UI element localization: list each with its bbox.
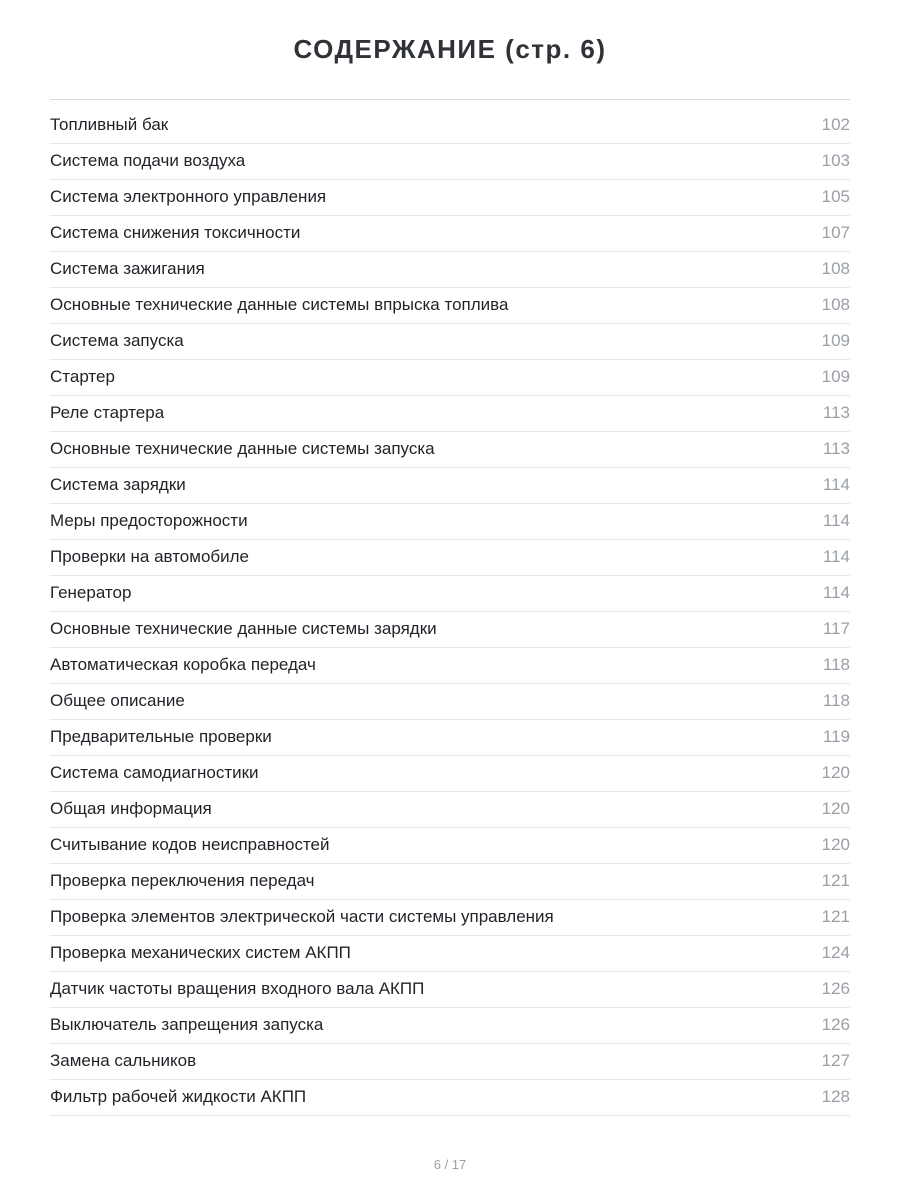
toc-entry[interactable] [50, 504, 850, 540]
toc-entry[interactable] [50, 1080, 850, 1116]
toc-entry-label: Система запуска [50, 331, 184, 350]
toc-entry-page: 103 [821, 151, 850, 170]
toc-entry[interactable] [50, 468, 850, 504]
toc-entry-label: Предварительные проверки [50, 727, 272, 746]
toc-entry-label: Генератор [50, 583, 132, 602]
toc-entry-label: Система электронного управления [50, 187, 327, 206]
toc-entry[interactable] [50, 828, 850, 864]
toc-entry[interactable] [50, 792, 850, 828]
toc-entry-label: Проверка механических систем АКПП [50, 943, 351, 962]
toc-entry-page: 121 [821, 907, 850, 926]
toc-entry-label: Система зажигания [50, 259, 205, 278]
toc-entry-page: 124 [821, 943, 850, 962]
toc-entry-label: Основные технические данные системы впрыска топлива [50, 295, 509, 314]
toc-entry-page: 105 [821, 187, 850, 206]
toc-entry-label: Топливный бак [50, 115, 169, 134]
toc-entry[interactable] [50, 756, 850, 792]
toc-entry-label: Автоматическая коробка передач [50, 655, 316, 674]
toc-entry-page: 109 [821, 331, 850, 350]
toc-entry-page: 108 [821, 295, 850, 314]
page-title: СОДЕРЖАНИЕ (стр. 6) [293, 34, 607, 64]
toc-entry-page: 114 [822, 475, 850, 494]
toc-entry[interactable] [50, 900, 850, 936]
toc-entry-page: 121 [821, 871, 850, 890]
toc-entry[interactable] [50, 1008, 850, 1044]
toc-entry-page: 127 [821, 1051, 850, 1070]
toc-entry-page: 102 [821, 115, 850, 134]
toc-entry-page: 109 [821, 367, 850, 386]
toc-entry-label: Проверка элементов электрической части системы управления [50, 907, 554, 926]
toc-entry[interactable] [50, 180, 850, 216]
toc-entry-page: 113 [822, 403, 850, 422]
toc-entry[interactable] [50, 936, 850, 972]
toc-entry-label: Система подачи воздуха [50, 151, 246, 170]
toc-entry-label: Датчик частоты вращения входного вала АКПП [50, 979, 425, 998]
toc-entry[interactable] [50, 648, 850, 684]
toc-entry-label: Выключатель запрещения запуска [50, 1015, 324, 1034]
toc-entry-page: 120 [821, 799, 850, 818]
toc-entry[interactable] [50, 972, 850, 1008]
toc-entry[interactable] [50, 684, 850, 720]
toc-entry-label: Замена сальников [50, 1051, 197, 1070]
page-footer: 6 / 17 [433, 1157, 467, 1172]
toc-entry-page: 126 [821, 979, 850, 998]
toc-entry-label: Фильтр рабочей жидкости АКПП [50, 1087, 307, 1106]
toc-entry-page: 128 [821, 1087, 850, 1106]
toc-entry[interactable] [50, 1044, 850, 1080]
toc-entry-label: Основные технические данные системы зарядки [50, 619, 437, 638]
toc-entry-label: Реле стартера [50, 403, 165, 422]
toc-entry-page: 120 [821, 835, 850, 854]
toc-entry-page: 118 [822, 655, 850, 674]
toc-entry-label: Общая информация [50, 799, 212, 818]
toc-entry-page: 120 [821, 763, 850, 782]
toc-entry[interactable] [50, 576, 850, 612]
toc-entry-page: 108 [821, 259, 850, 278]
toc-entry-label: Проверка переключения передач [50, 871, 315, 890]
toc-entry-label: Система снижения токсичности [50, 223, 301, 242]
toc-entry[interactable] [50, 432, 850, 468]
toc-entry[interactable] [50, 360, 850, 396]
toc-entry-page: 118 [822, 691, 850, 710]
toc-entry[interactable] [50, 540, 850, 576]
toc-entry[interactable] [50, 288, 850, 324]
title-divider [50, 99, 850, 100]
toc-entry[interactable] [50, 324, 850, 360]
toc-entry-page: 114 [822, 511, 850, 530]
toc-entry-label: Система зарядки [50, 475, 186, 494]
toc-entry[interactable] [50, 252, 850, 288]
toc-entry-page: 107 [821, 223, 850, 242]
toc-entry-page: 119 [822, 727, 850, 746]
toc-entry[interactable] [50, 216, 850, 252]
toc-entry[interactable] [50, 612, 850, 648]
toc-entry-label: Стартер [50, 367, 115, 386]
toc-entry-label: Считывание кодов неисправностей [50, 835, 330, 854]
toc-entry-label: Проверки на автомобиле [50, 547, 250, 566]
toc-entry[interactable] [50, 864, 850, 900]
toc-entry-page: 113 [822, 439, 850, 458]
toc-entry[interactable] [50, 720, 850, 756]
toc-entry-page: 126 [821, 1015, 850, 1034]
toc-entry[interactable] [50, 108, 850, 144]
toc-entry-label: Основные технические данные системы запуска [50, 439, 435, 458]
toc-entry-label: Общее описание [50, 691, 185, 710]
toc-entry[interactable] [50, 144, 850, 180]
toc-entry-page: 114 [822, 583, 850, 602]
toc-entry-label: Меры предосторожности [50, 511, 248, 530]
toc-entry-label: Система самодиагностики [50, 763, 259, 782]
toc-list [50, 108, 850, 1116]
toc-entry[interactable] [50, 396, 850, 432]
toc-entry-page: 117 [822, 619, 850, 638]
toc-entry-page: 114 [822, 547, 850, 566]
